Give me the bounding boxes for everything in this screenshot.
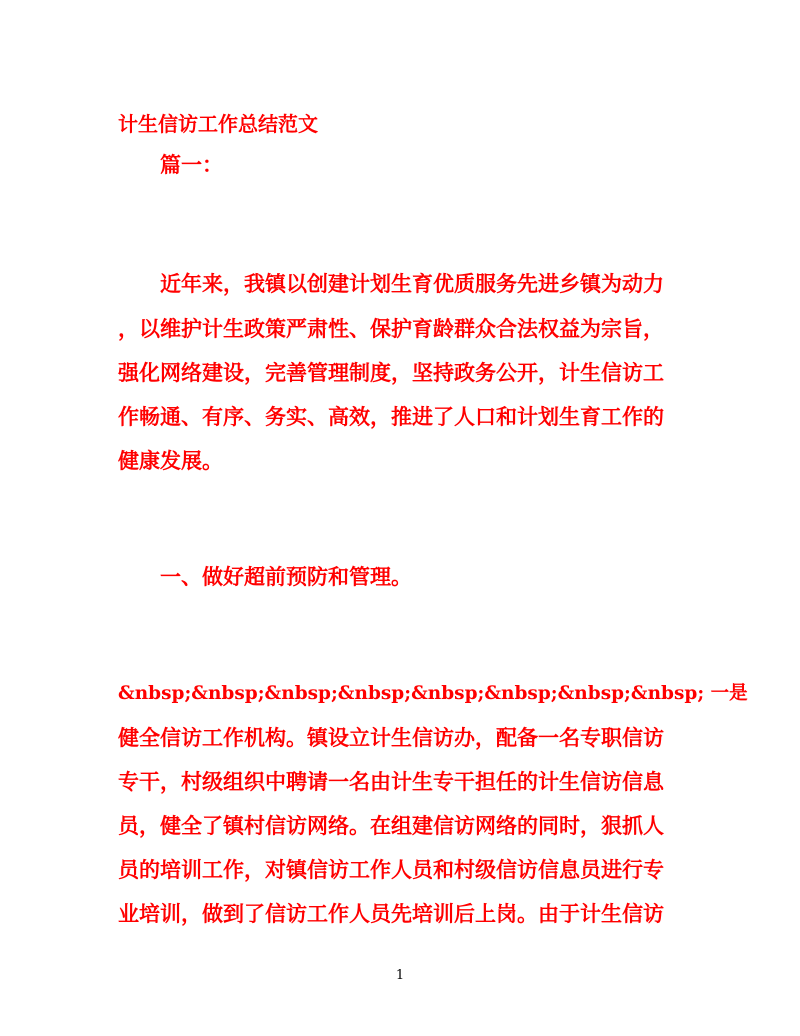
paragraph-line: 近年来，我镇以创建计划生育优质服务先进乡镇为动力 [160, 271, 664, 296]
paragraph-line: 强化网络建设，完善管理制度，坚持政务公开，计生信访工 [118, 360, 664, 385]
paragraph-line: 健全信访工作机构。镇设立计生信访办，配备一名专职信访 [118, 725, 664, 750]
paragraph-line: 员，健全了镇村信访网络。在组建信访网络的同时，狠抓人 [118, 813, 664, 838]
paragraph-line: 业培训，做到了信访工作人员先培训后上岗。由于计生信访 [118, 901, 664, 926]
paragraph-line: 作畅通、有序、务实、高效，推进了人口和计划生育工作的 [118, 404, 664, 429]
paragraph-line: 专干，村级组织中聘请一名由计生专干担任的计生信访信息 [118, 769, 664, 794]
subheading: 篇一： [160, 152, 223, 177]
document-title: 计生信访工作总结范文 [118, 112, 318, 136]
paragraph-line: 员的培训工作，对镇信访工作人员和村级信访信息员进行专 [118, 857, 664, 882]
paragraph-line: &nbsp;&nbsp;&nbsp;&nbsp;&nbsp;&nbsp;&nbsp;&nbsp; 一是 [118, 683, 748, 704]
paragraph-line: 健康发展。 [118, 448, 223, 473]
page-number: 1 [395, 968, 405, 983]
paragraph-line: ，以维护计生政策严肃性、保护育龄群众合法权益为宗旨， [118, 316, 664, 341]
section-heading: 一、做好超前预防和管理。 [160, 564, 412, 589]
